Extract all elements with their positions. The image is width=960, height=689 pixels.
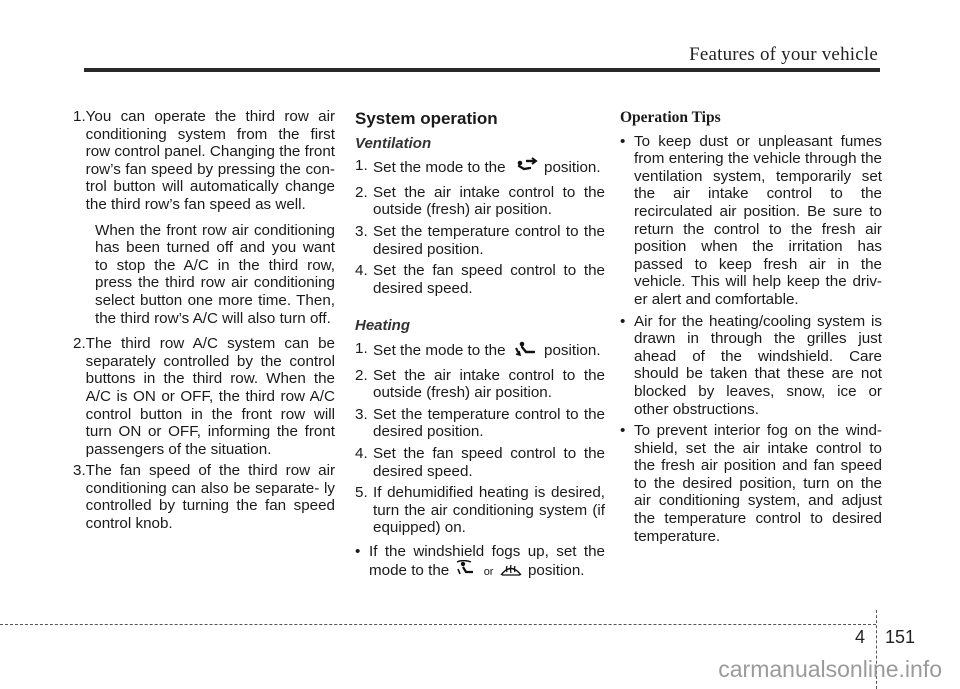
step-text: If dehumidified heating is desired, turn the air conditioning system (if equipped) on. [373,484,605,537]
header-rule [84,68,880,72]
section-title: System operation [355,109,498,128]
bullet-dot: • [355,542,361,560]
step-text: Set the air intake control to the outside (fresh) air position. [373,366,605,402]
step-number: 1. [355,339,368,357]
item-text: The fan speed of the third row air conditioning can also be separate- ly controlled by turning the fan speed control knob. [85,462,335,533]
step-item [355,367,605,402]
watermark: carmanualsonline.info [718,656,942,682]
bullet-dot: • [620,422,626,440]
right-column [620,108,882,549]
subsection-title-heating: Heating [355,317,411,335]
bullet-text: To prevent interior fog on the wind- shield, set the air intake control to the fresh air position and fan speed to the desired position, turn on the air conditioning system, and adjust the temperature control to desired temperature. [634,422,882,545]
vent-mode-icon [510,157,540,180]
tips-title: Operation Tips [620,109,721,126]
step-item [355,445,605,480]
or-text: or [483,566,494,579]
step-text: position. [544,159,601,177]
step-text: position. [544,341,601,359]
floor-mode-icon [510,340,540,363]
header-title: Features of your vehicle [689,44,878,65]
bullet-item [620,133,882,309]
step-number: 5. [355,484,368,502]
defrost-mode-icon [498,560,524,583]
step-number: 3. [355,405,368,423]
chapter-number: 4 [855,627,866,647]
subsection-title-ventilation: Ventilation [355,134,432,152]
step-number: 2. [355,183,368,201]
step-item [355,340,605,363]
item-text: You can operate the third row air conditioning system from the first row control panel. Changing the front row’s fan speed by pressing the con- trol button will automatically change the third row’s fan speed as well. [85,108,335,213]
item-number: 2. [73,335,86,353]
step-text: Set the temperature control to the desired position. [373,405,605,441]
bullet-dot: • [620,132,626,150]
item-number: 1. [73,108,86,125]
step-item [355,262,605,297]
step-text: Set the air intake control to the outside (fresh) air position. [373,183,605,219]
step-text: Set the temperature control to the desired position. [373,222,605,258]
bullet-text: position. [527,562,585,580]
step-number: 2. [355,366,368,384]
step-item [355,184,605,219]
step-number: 4. [355,444,368,462]
step-item [355,223,605,258]
bullet-item [620,313,882,419]
step-number: 3. [355,222,368,240]
item-text: The third row A/C system can be separately controlled by the control buttons in the third row. When the A/C is ON or OFF, the third row A/C control button in the front row will turn ON or OFF, informing the front passengers of the situation. [85,335,335,458]
step-item [355,157,605,180]
list-item [73,335,335,458]
list-item [73,462,335,532]
floor-defrost-mode-icon [453,560,479,583]
bullet-text: To keep dust or unpleasant fumes from entering the vehicle through the ventilation system, temporarily set the air intake control to the recirculated air position. Be sure to return the control to the fresh air position when the irritation has passed to keep fresh air in the vehicle. This will help keep the driv- er alert and comfortable. [634,132,882,308]
step-number: 4. [355,262,368,280]
bullet-dot: • [620,312,626,330]
step-item [355,484,605,537]
step-text: Set the fan speed control to the desired speed. [373,262,605,297]
middle-column [355,108,605,587]
left-column [73,108,335,533]
bullet-item [355,543,605,583]
step-number: 1. [355,157,368,175]
bullet-item [620,422,882,545]
step-text: Set the fan speed control to the desired speed. [373,444,605,480]
item-paragraph: When the front row air conditioning has been turned off and you want to stop the A/C in the third row, press the third row air conditioning select button one more time. Then, the third row’s A/C will also turn off. [95,221,335,327]
bullet-text: Air for the heating/cooling system is drawn in through the grilles just ahead of the windshield. Care should be taken that these are not blocked by leaves, snow, ice or other obstructions. [634,312,882,418]
item-number: 3. [73,462,86,480]
step-text: Set the mode to the [373,341,506,359]
bullet-text: If the windshield fogs up, set the mode to the [369,542,605,580]
list-item [73,108,335,214]
footer-rule [0,624,876,625]
page-number: 151 [885,627,916,647]
step-item [355,406,605,441]
step-text: Set the mode to the [373,159,506,177]
